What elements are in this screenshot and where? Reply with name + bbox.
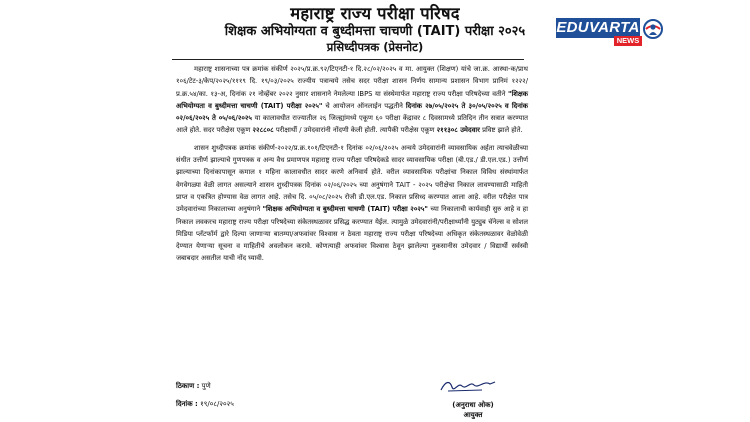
signature-block [176,380,528,422]
logo-news-tag: NEWS [614,36,642,46]
exam-name-bold-2: "शिक्षक अभियोग्यता व बुध्दीमत्ता चाचणी (TAIT) परीक्षा २०२५" [262,205,428,214]
appeared-count: २११३०८ उमेदवार [436,126,480,135]
organization-title: महाराष्ट्र राज्य परीक्षा परिषद [290,4,460,23]
exam-name-bold: "शिक्षक अभियोग्यता व बुध्दीमत्ता चाचणी (TAIT) परीक्षा २०२५" [176,89,528,110]
eduvarta-news-logo [556,18,662,48]
globe-person-icon [642,18,664,40]
signer-details [428,400,518,420]
notice-type: प्रसिध्दीपत्रक (प्रेसनोट) [326,40,424,54]
paragraph-exam-conduct: महाराष्ट्र शासनाच्या पत्र क्रमांक संकीर्ण २०२५/प्र.क्र.९२/टिएनटी-१ दि.२८/०२/२०२५ व मा. आयुक्त (शिक्षण) यांचे जा.क्र. आस्था-क/प्राथ १०६/टेट-३/केप/२०२५/१११९ दि. १९/०३/२०२५ राज्यीय पत्रान्वये तसेच सदर परीक्षा शासन निर्णय सामान्य प्रशासन विभाग प्रानिमं १२२२/प्र.क्र.५४/का. १३-अ, दिनांक २१ नोव्हेंबर २०२२ नुसार शासनाने नेमलेल्या IBPS या संस्थेमार्फत महाराष्ट्र राज्य परीक्षा परिषदेच्या वतीने "शिक्षक अभियोग्यता व बुध्दीमत्ता चाचणी (TAIT) परीक्षा २०२५" चे आयोजन ऑनलाईन पद्धतीने दिनांक २७/०५/२०२५ ते ३०/०५/२०२५ व दिनांक ०२/०६/२०२५ ते ०५/०६/२०२५ या कालावधीत राज्यातील २६ जिल्ह्यांमध्ये एकूण ६० परीक्षा केंद्रावर ८ दिवसामध्ये प्रतिदिन तीन सत्रात करण्यात आले होते. सदर परीक्षेस एकूण २२८८०८ परीक्षार्थी / उमेदवारांनी नोंदणी केली होती. त्यापैकी परीक्षेस एकूण २११३०८ उमेदवार प्रविष्ट झाले होते. [176,65,528,135]
registered-count: २२८८०८ [252,126,274,135]
date-value: १९/०८/२०२५ [200,400,234,408]
handwritten-signature [438,378,498,394]
exam-title: शिक्षक अभियोग्यता व बुध्दीमत्ता चाचणी (TAIT) परीक्षा २०२५ [224,24,526,39]
place-value: पुणे [201,382,211,390]
date-line: दिनांक : १९/०८/२०२५ [176,400,234,408]
signer-title: आयुक्त [463,411,483,419]
exam-dates-bold: दिनांक २७/०५/२०२५ ते ३०/०५/२०२५ व दिनांक ०२/०६/२०२५ ते ०५/०६/२०२५ [176,101,528,123]
logo-brand-text: EDUVARTA [556,19,640,36]
document-body [176,63,528,265]
paragraph-result-status: शासन शुध्दीपत्रक क्रमांक संकीर्ण-२०२२/प्र.क्र.१०१/टिएनटी-१ दिनांक ०२/०६/२०२५ अन्वये उमेदवारांनी व्यावसायिक अर्हता त्याचवेळीच्या संधीत उत्तीर्ण झाल्याचे गुणपत्रक व अन्य वैध प्रमाणपत्र महाराष्ट्र राज्य परीक्षा परिषदेकडे सादर व्यावसायिक परीक्षा (बी.एड./ डी.एल.एड.) उत्तीर्ण झाल्याच्या दिनांकापासून कमाल १ महिना कालावधीत सादर करणे अनिवार्य होते. वरील व्यावसायिक परीक्षांचा निकाल विविध संस्थांमार्फत वेगवेगळ्या वेळी लागत असल्याने शासन शुध्दीपत्रक दिनांक ०२/०६/२०२५ च्या अनुषंगाने TAIT - २०२५ परीक्षेचा निकाल लावण्यासाठी माहिती प्राप्त व एकत्रित होण्यास वेळ लागत आहे. तसेच दि. ०५/०८/२०२५ रोजी डी.एल.एड. निकाल प्रसिध्द करण्यात आला आहे. वरील परीक्षेत पात्र उमेदवारांच्या निकालाच्या अनुषंगाने "शिक्षक अभियोग्यता व बुध्दीमत्ता चाचणी (TAIT) परीक्षा २०२५" च्या निकालाची कार्यवाही सुरु आहे व हा निकाल लवकरच महाराष्ट्र राज्य परीक्षा परिषदेच्या संकेतस्थळावर प्रसिद्ध करण्यात येईल. त्यामुळे उमेदवारांनी/परीक्षार्थ्यांनी युट्युब चॅनेल्स व सोशल मिडिया प्लॅटफॉर्म द्वारे दिल्या जाणाऱ्या बातम्या/अफवांवर विश्वास न ठेवता महाराष्ट्र राज्य परीक्षा परिषदेच्या अधिकृत संकेतस्थळावर वेळोवेळी देण्यात येणाऱ्या सूचना व माहितीचे अवलोकन करावे. कोणत्याही अफवांवर विश्वास ठेवून झालेल्या नुकसानीस उमेदवार / विद्यार्थी सर्वस्वी जबाबदार असतील याची नोंद घ्यावी. [176,143,528,263]
signer-name: (अनुराधा ओक) [452,401,494,409]
header-divider [172,59,524,60]
place-line: ठिकाण : पुणे [176,382,211,390]
